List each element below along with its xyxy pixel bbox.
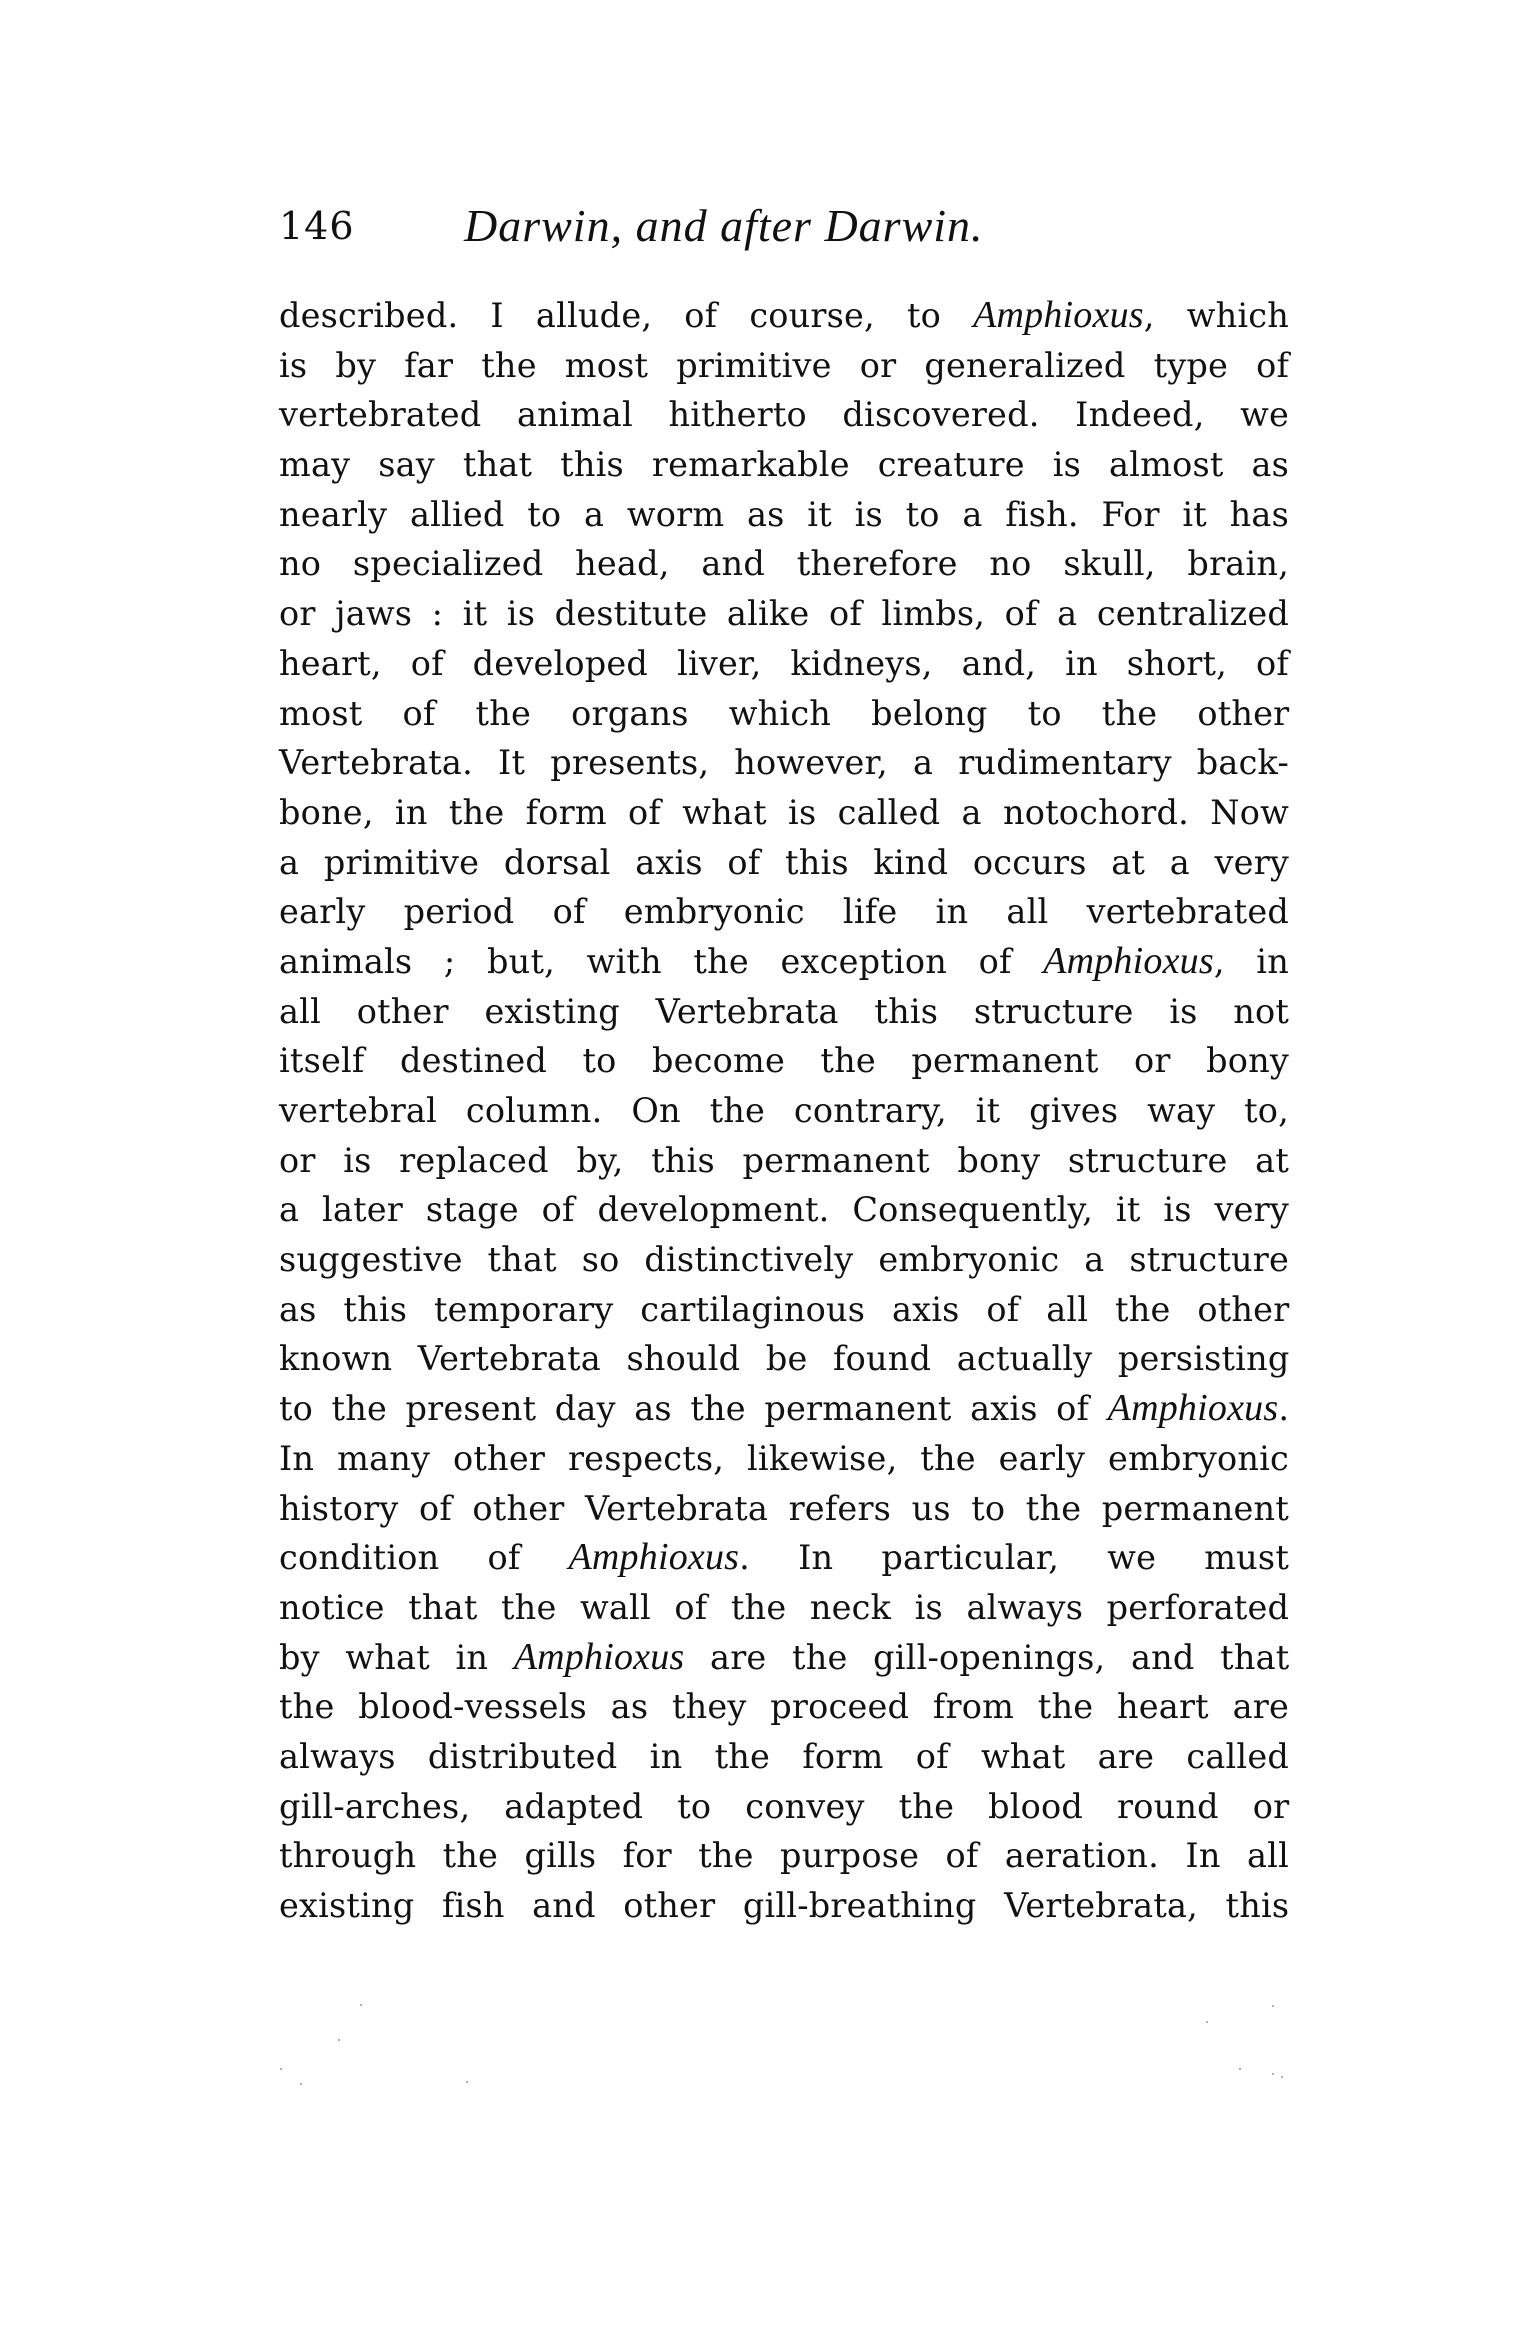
italic-term: Amphioxus xyxy=(568,1536,740,1579)
scan-speck xyxy=(1239,2068,1241,2070)
text-line xyxy=(279,1633,1289,1683)
text-line xyxy=(279,639,1289,689)
text-line xyxy=(279,1384,1289,1434)
text-segment: existing fish and other gill-breathing Vertebrata, this xyxy=(279,1886,1290,1925)
italic-term: Amphioxus xyxy=(1043,939,1214,982)
text-line xyxy=(279,390,1289,440)
text-line xyxy=(279,1533,1289,1583)
scan-speck xyxy=(1281,2076,1283,2078)
text-line xyxy=(279,738,1289,788)
text-segment: always distributed in the form of what are called xyxy=(279,1736,1289,1776)
text-segment: . xyxy=(1278,1389,1290,1429)
text-segment: all other existing Vertebrata this structure is not xyxy=(279,991,1290,1031)
text-line xyxy=(279,440,1289,490)
text-segment: animals ; but, with the exception of xyxy=(279,941,1044,981)
scan-speck xyxy=(360,2004,362,2006)
text-segment: known Vertebrata should be found actually persisting xyxy=(279,1339,1290,1379)
text-line xyxy=(279,1434,1289,1484)
text-segment: described. I allude, of course, to xyxy=(279,296,974,335)
italic-term: Amphioxus xyxy=(973,294,1144,336)
text-line xyxy=(279,589,1289,639)
running-head xyxy=(279,196,1289,256)
text-segment: heart, of developed liver, kidneys, and, in short, of xyxy=(279,643,1289,683)
scan-speck xyxy=(1206,2021,1208,2023)
scan-speck xyxy=(1272,2005,1274,2007)
text-line xyxy=(279,838,1289,888)
text-segment: , which xyxy=(1143,296,1289,335)
text-segment: most of the organs which belong to the other xyxy=(279,693,1290,733)
text-line xyxy=(279,1484,1289,1534)
running-title: Darwin, and after Darwin. xyxy=(464,200,984,251)
text-segment: by what in xyxy=(279,1637,514,1677)
text-segment: , in xyxy=(1213,941,1289,981)
text-segment: nearly allied to a worm as it is to a fish. For it has xyxy=(279,494,1289,534)
text-segment: condition of xyxy=(279,1538,569,1578)
text-line xyxy=(279,1881,1289,1931)
text-segment: no specialized head, and therefore no skull, brain, xyxy=(279,544,1289,584)
text-segment: gill-arches, adapted to convey the blood round or xyxy=(279,1786,1290,1826)
text-line xyxy=(279,788,1289,838)
text-line xyxy=(279,341,1289,391)
text-segment: notice that the wall of the neck is always perforated xyxy=(279,1587,1290,1627)
text-segment: a primitive dorsal axis of this kind occurs at a very xyxy=(279,842,1290,882)
text-segment: itself destined to become the permanent or bony xyxy=(279,1041,1289,1081)
text-line xyxy=(279,1036,1289,1086)
text-segment: bone, in the form of what is called a notochord. Now xyxy=(279,792,1289,832)
italic-term: Amphioxus xyxy=(1107,1387,1279,1430)
body-paragraph xyxy=(279,291,1289,1931)
text-line xyxy=(279,1732,1289,1782)
text-segment: are the gill-openings, and that xyxy=(684,1637,1290,1677)
text-segment: or is replaced by, this permanent bony structure at xyxy=(279,1140,1289,1180)
text-line xyxy=(279,1831,1289,1881)
text-segment: suggestive that so distinctively embryonic a structure xyxy=(279,1240,1289,1280)
page-number: 146 xyxy=(279,204,355,248)
text-line xyxy=(279,1235,1289,1285)
text-segment: through the gills for the purpose of aeration. In all xyxy=(279,1836,1289,1876)
text-segment: . In particular, we must xyxy=(739,1538,1289,1578)
text-line xyxy=(279,1185,1289,1235)
text-line xyxy=(279,291,1289,341)
text-segment: or jaws : it is destitute alike of limbs, of a centralized xyxy=(279,594,1289,634)
text-line xyxy=(279,689,1289,739)
text-line xyxy=(279,937,1289,987)
text-segment: vertebral column. On the contrary, it gives way to, xyxy=(279,1091,1289,1130)
text-segment: a later stage of development. Consequently, it is very xyxy=(279,1190,1289,1230)
scan-speck xyxy=(466,2081,468,2083)
text-segment: vertebrated animal hitherto discovered. Indeed, we xyxy=(279,395,1289,435)
scan-speck xyxy=(338,2039,340,2041)
text-segment: In many other respects, likewise, the early embryonic xyxy=(279,1438,1289,1478)
text-line xyxy=(279,1682,1289,1732)
text-line xyxy=(279,987,1289,1037)
text-segment: history of other Vertebrata refers us to the permanent xyxy=(279,1488,1289,1528)
text-line xyxy=(279,1086,1289,1136)
scan-speck xyxy=(1272,2073,1274,2075)
text-segment: early period of embryonic life in all vertebrated xyxy=(279,892,1289,932)
text-segment: may say that this remarkable creature is almost as xyxy=(279,445,1290,485)
text-line xyxy=(279,1583,1289,1633)
italic-term: Amphioxus xyxy=(513,1635,685,1678)
text-segment: to the present day as the permanent axis of xyxy=(279,1389,1108,1429)
text-line xyxy=(279,1334,1289,1384)
text-line xyxy=(279,490,1289,540)
text-segment: the blood-vessels as they proceed from the heart are xyxy=(279,1687,1289,1727)
text-line xyxy=(279,1136,1289,1186)
text-line xyxy=(279,539,1289,589)
text-line xyxy=(279,1285,1289,1335)
text-segment: Vertebrata. It presents, however, a rudimentary back- xyxy=(279,743,1289,783)
scan-speck xyxy=(280,2068,282,2070)
text-line xyxy=(279,887,1289,937)
text-segment: as this temporary cartilaginous axis of all the other xyxy=(279,1289,1290,1329)
text-line xyxy=(279,1782,1289,1832)
text-segment: is by far the most primitive or generalized type of xyxy=(279,345,1290,385)
scan-speck xyxy=(300,2083,302,2085)
